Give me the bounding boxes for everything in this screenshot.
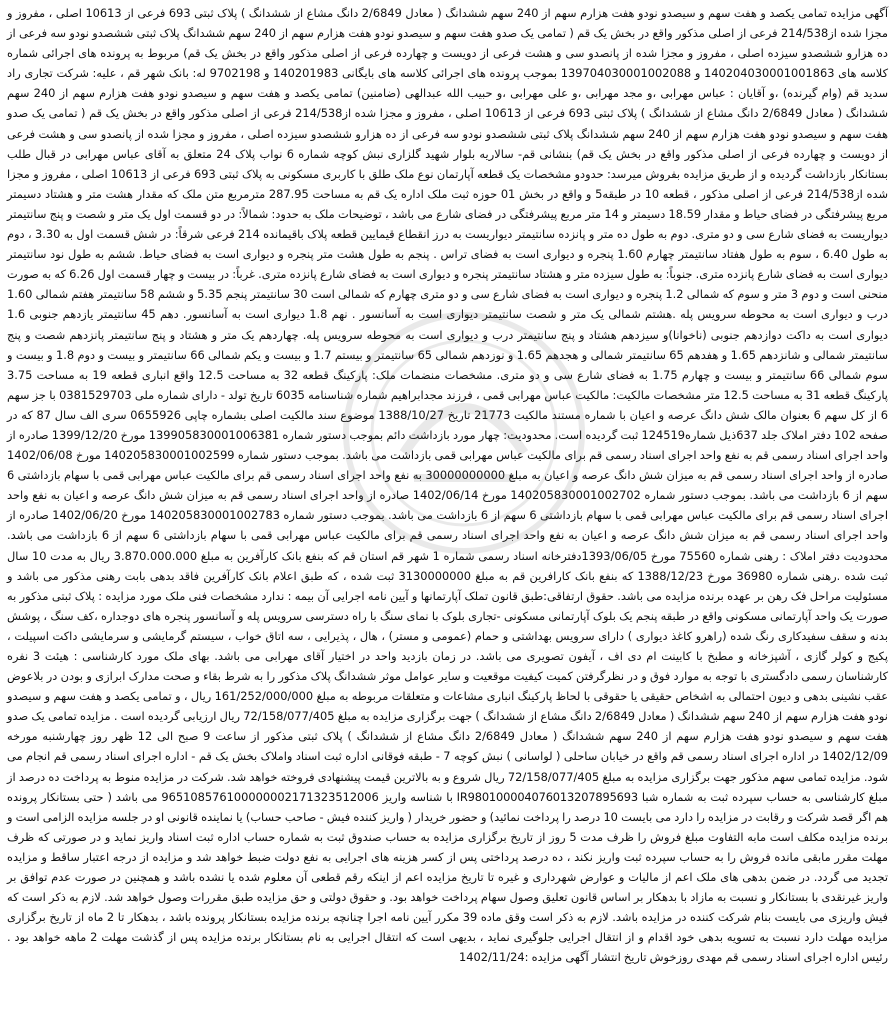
auction-notice-document [4, 3, 891, 1027]
notice-body-text: آگهی مزایده تمامی یکصد و هفت سهم و سیصدو نودو هفت هزارم سهم از 240 سهم ششدانگ ( معادل 2/6849 دانگ مشاع از ششدانگ ) پلاک ثبتی 693 فرعی از 10613 اصلی ، مفروز و مجزا شده از214/538 فرعی از اصلی مذکور واقع در بخش یک قم ( تمامی یک صدو هفت سهم و سیصدو نودو هفت هزارم سهم از 240 سهم ششدانگ پلاک ثبتی ششصدو نودو سه فرعی از ده هزارو ششصدو سیزده اصلی ، مفروز و مجزا شده از پانصدو سی و هشت فرعی از دویست و چهارده فرعی از اصلی مذکور واقع در بخش یک قم) مربوط به پرونده های اجرائی شماره کلاسه های 140204030001001863 و 139704030001002088 بموجب پرونده های اجرائی کلاسه های بایگانی 140201983 و 9702198 له: بانک شهر قم ، علیه: شرکت تجاری راد سدید قم (وام گیرنده) ،و آقایان : عباس مهرابی ،و مجد مهرابی ،و علی مهرابی ،و حبیب الله عبدالهی (ضامنین) تمامی یکصد و هفت سهم و سیصدو نودو هفت هزارم سهم از 240 سهم ششدانگ ( معادل 2/6849 دانگ مشاع از ششدانگ ) پلاک ثبتی 693 فرعی از 10613 اصلی ، مفروز و مجزا شده از214/538 فرعی از اصلی مذکور واقع در بخش یک قم ( تمامی یک صدو هفت سهم و سیصدو نودو هفت هزارم سهم از 240 سهم ششدانگ پلاک ثبتی ششصدو نودو سه فرعی از ده هزارو ششصدو سیزده اصلی ، مفروز و مجزا شده از پانصدو سی و هشت فرعی از دویست و چهارده فرعی از اصلی مذکور واقع در بخش یک قم) بنشانی قم- سالاریه بلوار شهید گلزاری نبش کوچه شماره 6 نواب پلاک 24 متعلق به آقای عباس مهرابی در قبال طلب بستانکار بازداشت گردیده و از طریق مزایده بفروش میرسد: حدودو مشخصات یک قطعه آپارتمان نوع ملک طلق با کاربری مسکونی به پلاک ثبتی 693 فرعی از 10613 اصلی ، مفروز و مجزا شده از214/538 فرعی از اصلی مذکور ، قطعه 10 در طبقه5 و واقع در بخش 01 حوزه ثبت ملک اداره یک قم به مساحت 287.95 مترمربع متن ملک که مقدار هشت متر و هشتاد دسیمتر مربع پیشرفتگی در فضای حیاط و مقدار 18.59 دسیمتر و 14 متر مربع پیشرفتگی در فضای شارع می باشد ، توضیحات ملک به حدود: شمالاً: در دو قسمت اول یک متر و شصت و پنج سانتیمتر دیواریست به فضای شارع سی و دو متری. دوم به طول ده متر و پانزده سانتیمتر دیواریست به درز انقطاع قیمایین قطعه پلاک باقیمانده 214 فرعی شرقاً: در شش قسمت اول به 3.30 ، دوم به طول 6.40 ، سوم به طول هفتاد سانتیمتر چهارم 1.60 پنجره و دیواری است به فضای تراس . پنجم به طول هشت متر پنجره و دیواری است به فضای حیاط. ششم به طول نود سانتیمتر دیواری است به فضای شارع پانزده متری. جنوباً: به طول سیزده متر و هشتاد سانتیمتر پنجره و دیواری است به فضای شارع پانزده متری. غرباً: در بیست و چهار قسمت اول 6.26 که به صورت منحنی است و دوم 3 متر و سوم که شمالی 1.2 پنجره و دیواری است به فضای شارع سی و دو متری چهارم که شمالی است 30 سانتیمتر پنجم 5.35 و ششم 58 سانتیمتر هفتم شمالی 1.60 درب و دیواری است به محوطه سرویس پله .هشتم شمالی یک متر و شصت سانتیمتر دیواری است به آسانسور . نهم 1.8 دیواری است به آسانسور. دهم 45 سانتیمتر یازدهم جنوبی 1.6 دیواری است به داکت دوازدهم جنوبی (ناخوانا)و سیزدهم هشتاد و پنج سانتیمتر درب و دیواری است به محوطه سرویس پله. چهاردهم یک متر و هشتاد و پنج سانتیمتر پانزدهم شصت و پنج سانتیمتر شمالی و شانزدهم 1.65 و هفدهم 65 سانتیمتر شمالی و هجدهم 1.65 و نوزدهم شمالی 65 سانتیمتر و بیستم 1.7 و بیست و یکم شمالی 66 سانتیمتر و بیست و دوم 1.8 و بیست و سوم شمالی 66 سانتیمتر و بیست و چهارم 1.75 به فضای شارع سی و دو متری. مشخصات منضمات ملک: پارکینگ قطعه 32 به مساحت 12.5 واقع انباری قطعه 19 به مساحت 3.75 پارکینگ قطعه 31 به مساحت 12.5 متر مشخصات مالکیت: مالکیت عباس مهرابی قمی ، فرزند مجدابراهیم شماره شناسنامه 6035 تاریخ تولد - دارای شماره ملی 0381529703 با جز سهم 6 از کل سهم 6 بعنوان مالک شش دانگ عرصه و اعیان با شماره مستند مالکیت 21773 تاریخ 1388/10/27 موضوع سند مالکیت اصلی بشماره چاپی 0655926 سری الف سال 87 که در صفحه 102 دفتر املاک جلد 637ذیل شماره124519 ثبت گردیده است. محدودیت: چهار مورد بازداشت دائم بموجب دستور شماره 139905830001006381 مورخ 1399/12/20 صادره از واحد اجرای اسناد رسمی قم به نفع واحد اجرای اسناد رسمی قم برای مالکیت عباس مهرابی قمی بازداشت می باشد. بموجب دستور شماره 140205830001002599 مورخ 1402/06/08 صادره از واحد اجرای اسناد رسمی قم به میزان شش دانگ عرصه و اعیان به مبلغ 30000000000 به نفع واحد اجرای اسناد رسمی قم برای مالکیت عباس مهرابی قمی با سهام بازداشتی 6 سهم از 6 بازداشت می باشد. بموجب دستور شماره 140205830001002702 مورخ 1402/06/14 صادره از واحد اجرای اسناد رسمی قم به میزان شش دانگ عرصه و اعیان به نفع واحد اجرای اسناد رسمی قم برای مالکیت عباس مهرابی قمی با سهام بازداشتی 6 سهم از 6 بازداشت می باشد. بموجب دستور شماره 140205830001002783 مورخ 1402/06/20 صادره از واحد اجرای اسناد رسمی قم به میزان شش دانگ عرصه و اعیان به نفع واحد اجرای اسناد رسمی قم برای مالکیت عباس مهرابی قمی با سهام بازداشتی 6 سهم از 6 بازداشت می باشد. محدودیت دفتر املاک : رهنی شماره 75560 مورخ 1393/06/05دفترخانه اسناد رسمی شماره 1 شهر قم استان قم که بنفع بانک کارآفرین به مبلغ 3.870.000.000 ریال به مدت 10 سال ثبت شده .رهنی شماره 36980 مورخ 1388/12/23 که بنفع بانک کارافرین قم به مبلغ 3130000000 ثبت شده ، که طبق اعلام بانک کارآفرین فاقد بدهی بابت رهنی مذکور می باشد و مسئولیت مراحل فک رهن بر عهده برنده مزایده می باشد. حقوق ارتفاقی:طبق قانون تملک آپارتمانها و آیین نامه اجرایی آن بیمه : ندارد مشخصات فنی ملک مورد مزایده : پلاک ثبتی مذکور به صورت یک واحد آپارتمانی مسکونی واقع در طبقه پنجم یک بلوک آپارتمانی مسکونی -تجاری بلوک با نمای سنگ با راه دسترسی سرویس پله و آسانسور پنجره های دوجداره ،کف سنگ ، پوشش بدنه و سقف سفیدکاری رنگ شده (راهرو کاغذ دیواری ) دارای سرویس بهداشتی و حمام (عمومی و مستر) ، هال ، پذیرایی ، سه اتاق خواب ، سیستم گرمایشی و سرمایشی داکت اسپیلت ، پکیج و کولر گازی ، آشپزخانه و مطبخ با کابینت ام دی اف ، آیفون تصویری می باشد. در زمان بازدید واحد در اختیار آقای مهرابی می باشد. بهای ملک مورد کارشناسی : هیئت 3 نفره کارشناسان رسمی دادگستری با توجه به موارد فوق و در نظرگرفتن کمیت کیفیت موقعیت و سایر عوامل موثر ششدانگ پلاک مذکور را به شرط بقاء و صحت مدارک ابرازی و بودن در بلاعوض عقب نشینی بدهی و دیون احتمالی به اشخاص حقیقی یا حقوقی با لحاظ پارکینگ انباری مشاعات و متعلقات مربوطه به مبلغ 161/252/000/000 ریال ، و تمامی یکصد و هفت سهم و سیصدو نودو هفت هزارم سهم از 240 سهم ششدانگ ( معادل 2/6849 دانگ مشاع از ششدانگ ) جهت برگزاری مزایده به مبلغ 72/158/077/405 ریال ارزیابی گردیده است . مزایده تمامی یک صدو هفت سهم و سیصدو نودو هفت هزارم سهم از 240 سهم ششدانگ ( معادل 2/6849 دانگ مشاع از ششدانگ ) پلاک ثبتی مذکور از ساعت 9 صبح الی 12 ظهر روز چهارشنبه مورخه 1402/12/09 در اداره اجرای اسناد رسمی قم واقع در خیابان ساحلی ( لواسانی ) نبش کوچه 7 - طبقه فوقانی اداره ثبت اسناد واملاک بخش یک قم - اداره اجرای اسناد رسمی قم انجام می شود. مزایده تمامی سهم مذکور جهت برگزاری مزایده به مبلغ 72/158/077/405 ریال شروع و به بالاترین قیمت پیشنهادی فروخته خواهد شد. شرکت در مزایده منوط به پرداخت ده درصد از مبلغ کارشناسی به حساب سپرده ثبت به شماره شبا IR980100004076013207895693 با شناسه واریز 965108576100000002171323512006 می باشد ( حتی بستانکار پرونده هم اگر قصد شرکت و رقابت در مزایده را دارد می بایست 10 درصد را پرداخت نمائید) و حضور خریدار ( واریز کننده فیش - صاحب حساب) یا نماینده قانونی او در جلسه مزایده الزامی است و برنده مزایده مکلف است مابه التفاوت مبلغ فروش را ظرف مدت 5 روز از تاریخ برگزاری مزایده به حساب صندوق ثبت به شماره حساب اداره ثبت اسناد واریز نماید و در صورتی که ظرف مهلت مقرر مابقی مانده فروش را به حساب سپرده ثبت واریز نکند ، ده درصد پرداختی پس از کسر هزینه های اجرایی به نفع دولت ضبط خواهد شد و مزایده از درجه اعتبار ساقط و مزایده تجدید می گردد. در ضمن بدهی های ملک اعم از مالیات و عوارض شهرداری و غیره تا تاریخ مزایده اعم از اینکه رقم قطعی آن معلوم شده یا نشده باشد و همچنین در صورت عدم توافق بر واریز غیرنقدی با بستانکار و نسبت به مازاد با بدهکار بر اساس قانون تعلیق وصول سهام پرداخت خواهد بود. و حقوق دولتی و حق مزایده طبق مقررات وصول خواهد شد. لازم به ذکر است که فیش واریزی می بایست بنام شرکت کننده در مزایده باشد. لازم به ذکر است وقق ماده 39 مکرر آیین نامه اجرا چنانچه برنده مزایده بستانکار پرونده باشد ، بدهکار تا 2 ماه از تاریخ برگزاری مزایده مهلت دارد نسبت به تسویه بدهی خود اقدام و از انتقال اجرایی جلوگیری نماید ، بدیهی است که انتقال اجرایی به نام بستانکار برنده مزایده پس از گذشت مهلت 2 ماهه خواهد بود . رئیس اداره اجرای اسناد رسمی قم مهدی روزخوش تاریخ انتشار آگهی مزایده :1402/11/24 [7, 6, 889, 965]
